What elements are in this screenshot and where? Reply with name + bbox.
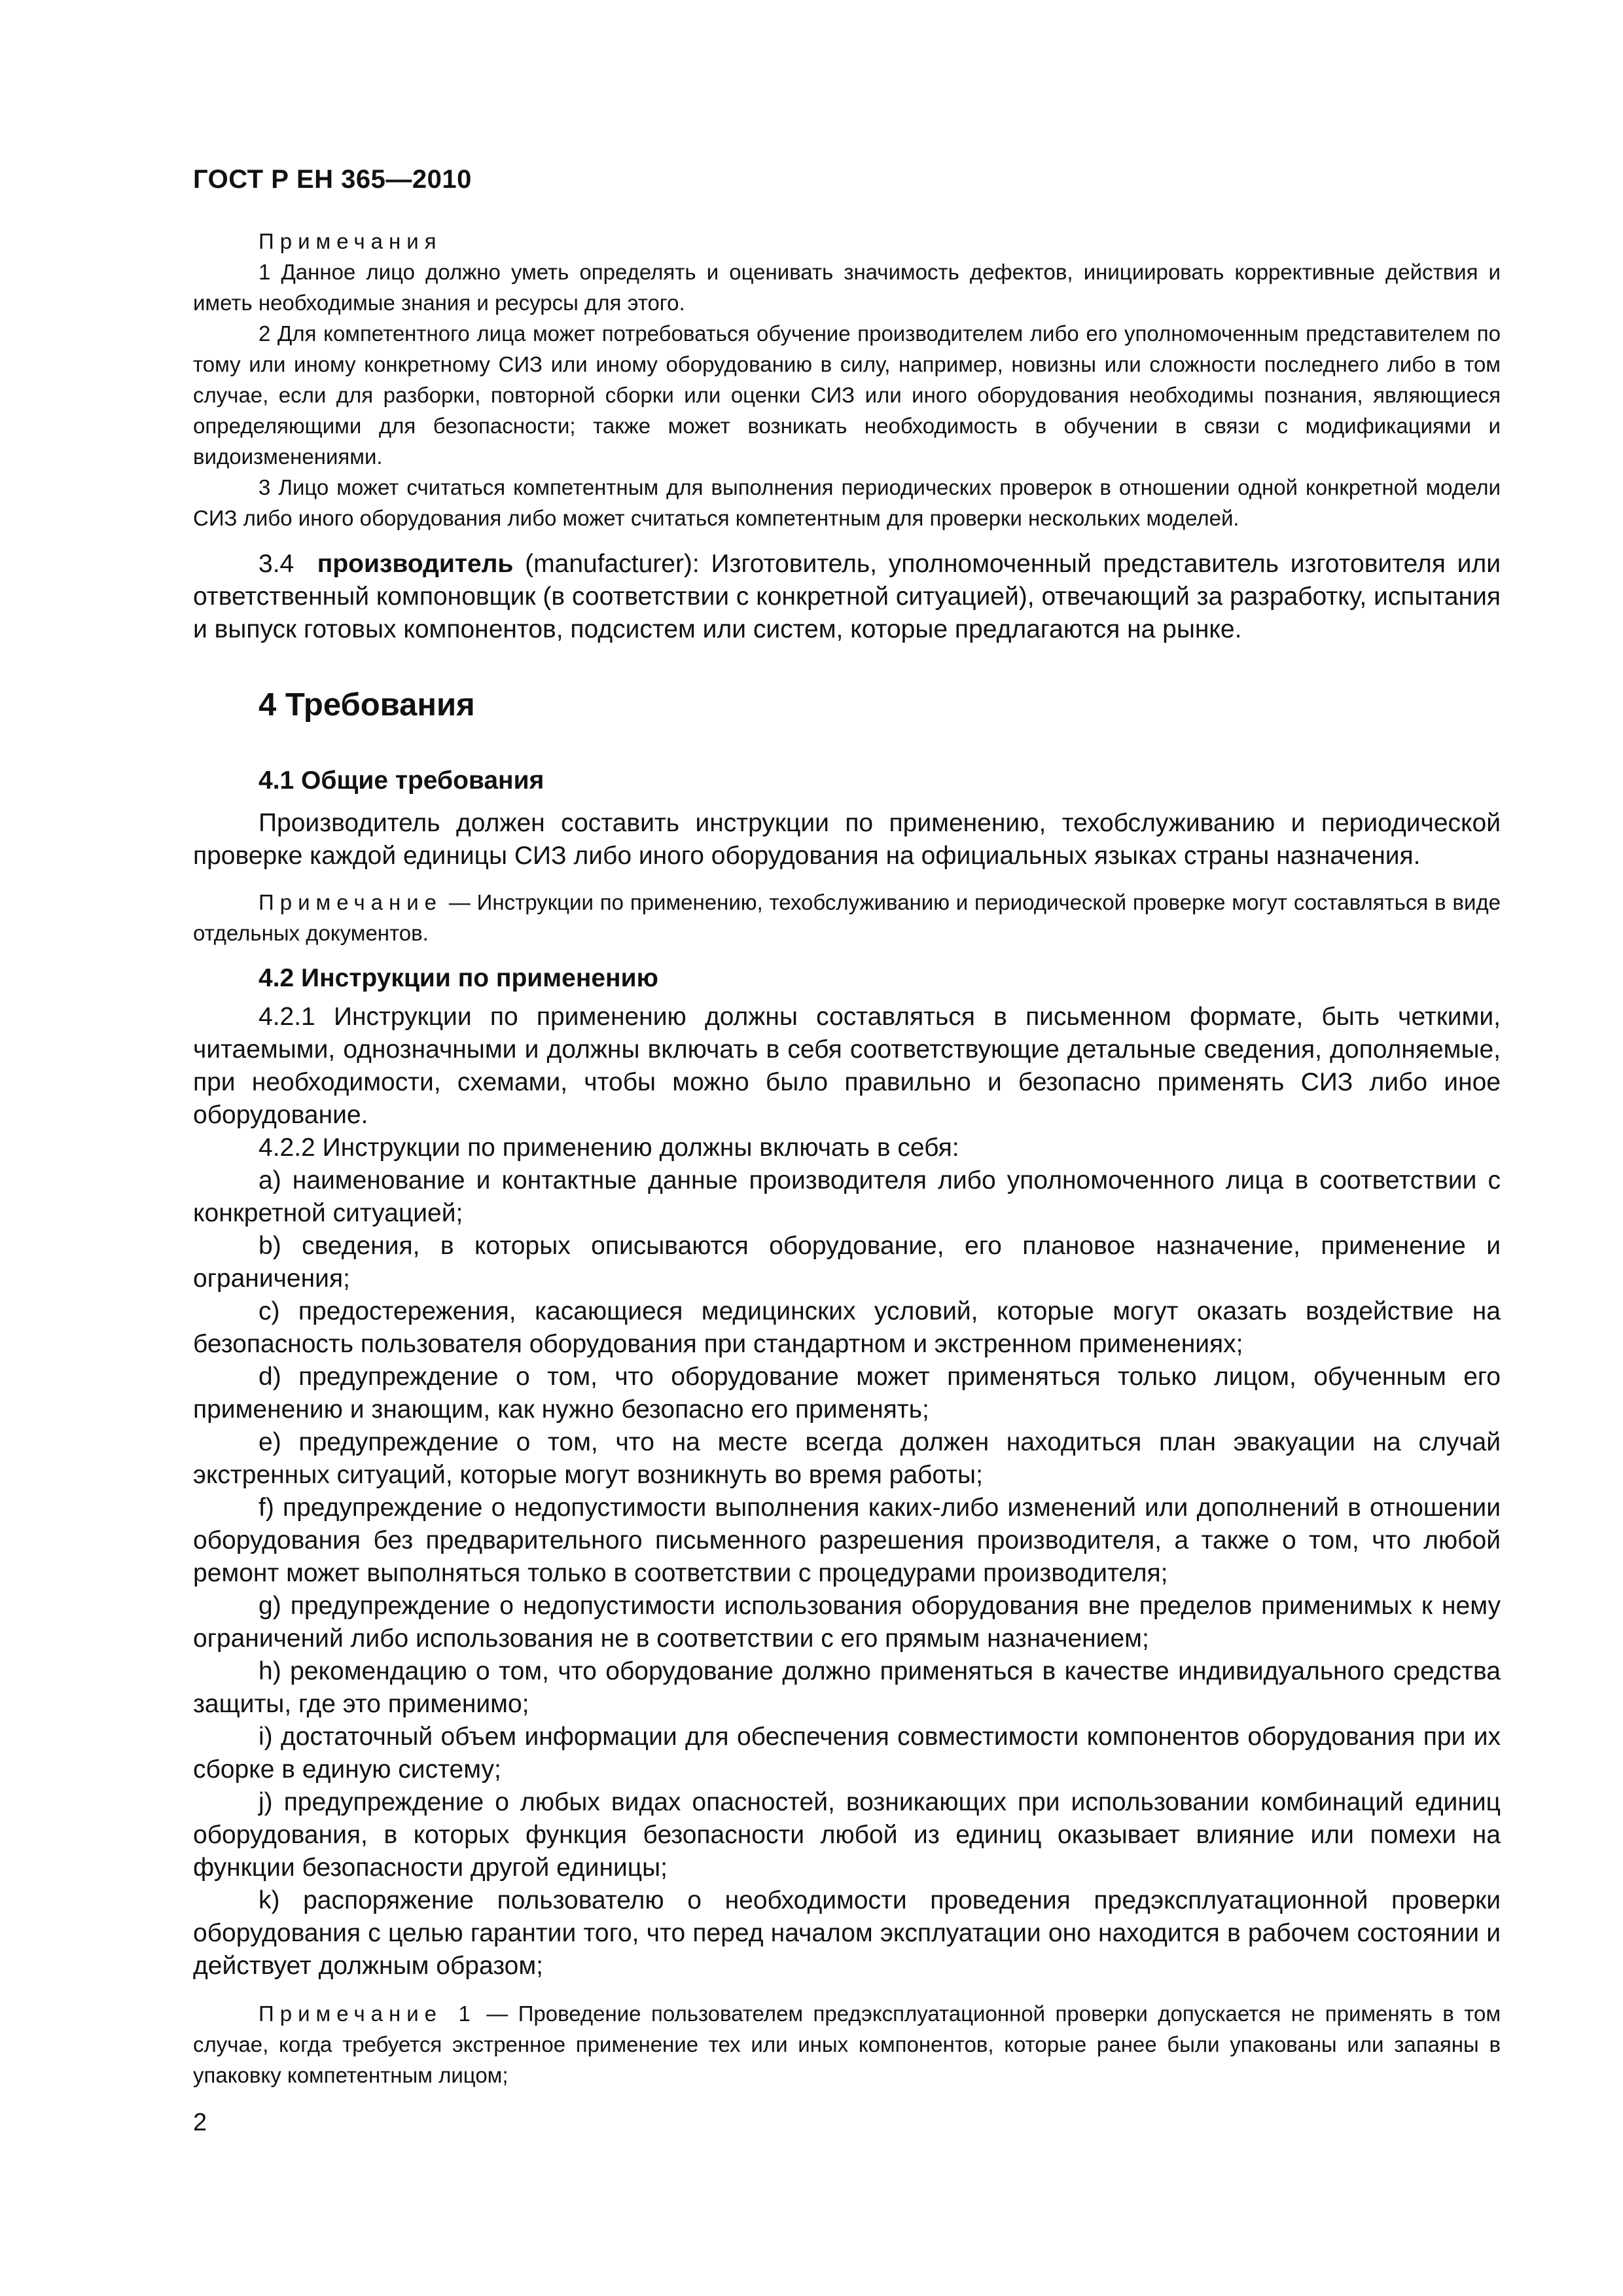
section-4-1-note: [193, 887, 1501, 948]
list-item-k: k) распоряжение пользователю о необходимости проведения предэксплуатационной проверки оборудования с целью гарантии того, что перед началом эксплуатации оно находится в рабочем состоянии и действует должным образом;: [193, 1886, 1501, 1980]
definition-term: производитель: [317, 550, 514, 578]
note-item-3: 3 Лицо может считаться компетентным для выполнения периодических проверок в отношении одной конкретной модели СИЗ либо иного оборудования либо может считаться компетентным для проверки нескольких моделей.: [193, 475, 1501, 530]
list-item-d: d) предупреждение о том, что оборудование может применяться только лицом, обученным его применению и знающим, как нужно безопасно его применять;: [193, 1363, 1501, 1424]
notes-label-text: Примечания: [259, 229, 442, 253]
list-item-g: g) предупреждение о недопустимости использования оборудования вне пределов применимых к нему ограничений либо использования не в соответствии с его прямым назначением;: [193, 1592, 1501, 1653]
list-item-a: a) наименование и контактные данные производителя либо уполномоченного лица в соответствии с конкретной ситуацией;: [193, 1166, 1501, 1227]
document-header-code: ГОСТ Р ЕН 365—2010: [193, 165, 472, 194]
clause-4-2-1: 4.2.1 Инструкции по применению должны составляться в письменном формате, быть четкими, читаемыми, однозначными и должны включать в себя соответствующие детальные сведения, дополняемые, при необходимости, схемами, чтобы можно было правильно и безопасно применять СИЗ либо иное оборудование.: [193, 1003, 1501, 1129]
list-item-c: c) предостережения, касающиеся медицинских условий, которые могут оказать воздействие на безопасность пользователя оборудования при стандартном и экстренном применениях;: [193, 1297, 1501, 1358]
final-note: [193, 1998, 1501, 2090]
list-item-b: b) сведения, в которых описываются оборудование, его плановое назначение, применение и ограничения;: [193, 1232, 1501, 1293]
definition-text: (manufacturer): Изготовитель, уполномоченный представитель изготовителя или ответственный компоновщик (в соответствии с конкретной ситуацией), отвечающий за разработку, испытания и выпуск готовых компонентов, подсистем или систем, которые предлагаются на рынке.: [193, 550, 1501, 643]
list-item-f: f) предупреждение о недопустимости выполнения каких-либо изменений или дополнений в отношении оборудования без предварительного письменного разрешения производителя, а также о том, что любой ремонт может выполняться только в соответствии с процедурами производителя;: [193, 1494, 1501, 1587]
list-item-i: i) достаточный объем информации для обеспечения совместимости компонентов оборудования при их сборке в единую систему;: [193, 1723, 1501, 1784]
clause-4-2-2: 4.2.2 Инструкции по применению должны включать в себя:: [259, 1134, 959, 1162]
note-item-2: 2 Для компетентного лица может потребоваться обучение производителем либо его уполномоченным представителем по тому или иному конкретному СИЗ или иному оборудованию в силу, например, новизны или сложности последнего либо в том случае, если для разборки, повторной сборки или оценки СИЗ или иного оборудования необходимы познания, являющиеся определяющими для безопасности; также может возникать необходимость в обучении в связи с модификациями и видоизменениями.: [193, 321, 1501, 469]
note-text: — Инструкции по применению, техобслуживанию и периодической проверке могут составляться в виде отдельных документов.: [193, 890, 1501, 945]
section-4-heading: 4 Требования: [259, 687, 475, 723]
definition-number: 3.4: [259, 550, 294, 578]
list-item-e: e) предупреждение о том, что на месте всегда должен находиться план эвакуации на случай экстренных ситуаций, которые могут возникнуть во время работы;: [193, 1428, 1501, 1489]
section-4-2-heading: 4.2 Инструкции по применению: [259, 964, 658, 992]
list-item-h: h) рекомендацию о том, что оборудование должно применяться в качестве индивидуального средства защиты, где это применимо;: [193, 1657, 1501, 1718]
notes-label: [193, 226, 1501, 257]
page-body: [193, 226, 1501, 2090]
section-4-1-heading: 4.1 Общие требования: [259, 766, 544, 795]
page-number: 2: [193, 2109, 207, 2136]
section-4-1-text: Производитель должен составить инструкции по применению, техобслуживанию и периодической проверке каждой единицы СИЗ либо иного оборудования на официальных языках страны назначения.: [193, 809, 1501, 870]
definition-3-4: [193, 548, 1501, 646]
note-item-1: 1 Данное лицо должно уметь определять и оценивать значимость дефектов, инициировать коррективные действия и иметь необходимые знания и ресурсы для этого.: [193, 260, 1501, 315]
final-note-label: Примечание 1: [259, 2001, 476, 2026]
note-label: Примечание: [259, 890, 443, 914]
list-item-j: j) предупреждение о любых видах опасностей, возникающих при использовании комбинаций единиц оборудования, в которых функция безопасности любой из единиц оказывает влияние или помехи на функции безопасности другой единицы;: [193, 1788, 1501, 1882]
final-note-text: — Проведение пользователем предэксплуатационной проверки допускается не применять в том случае, когда требуется экстренное применение тех или иных компонентов, которые ранее были упакованы или запаяны в упаковку компетентным лицом;: [193, 2001, 1501, 2087]
